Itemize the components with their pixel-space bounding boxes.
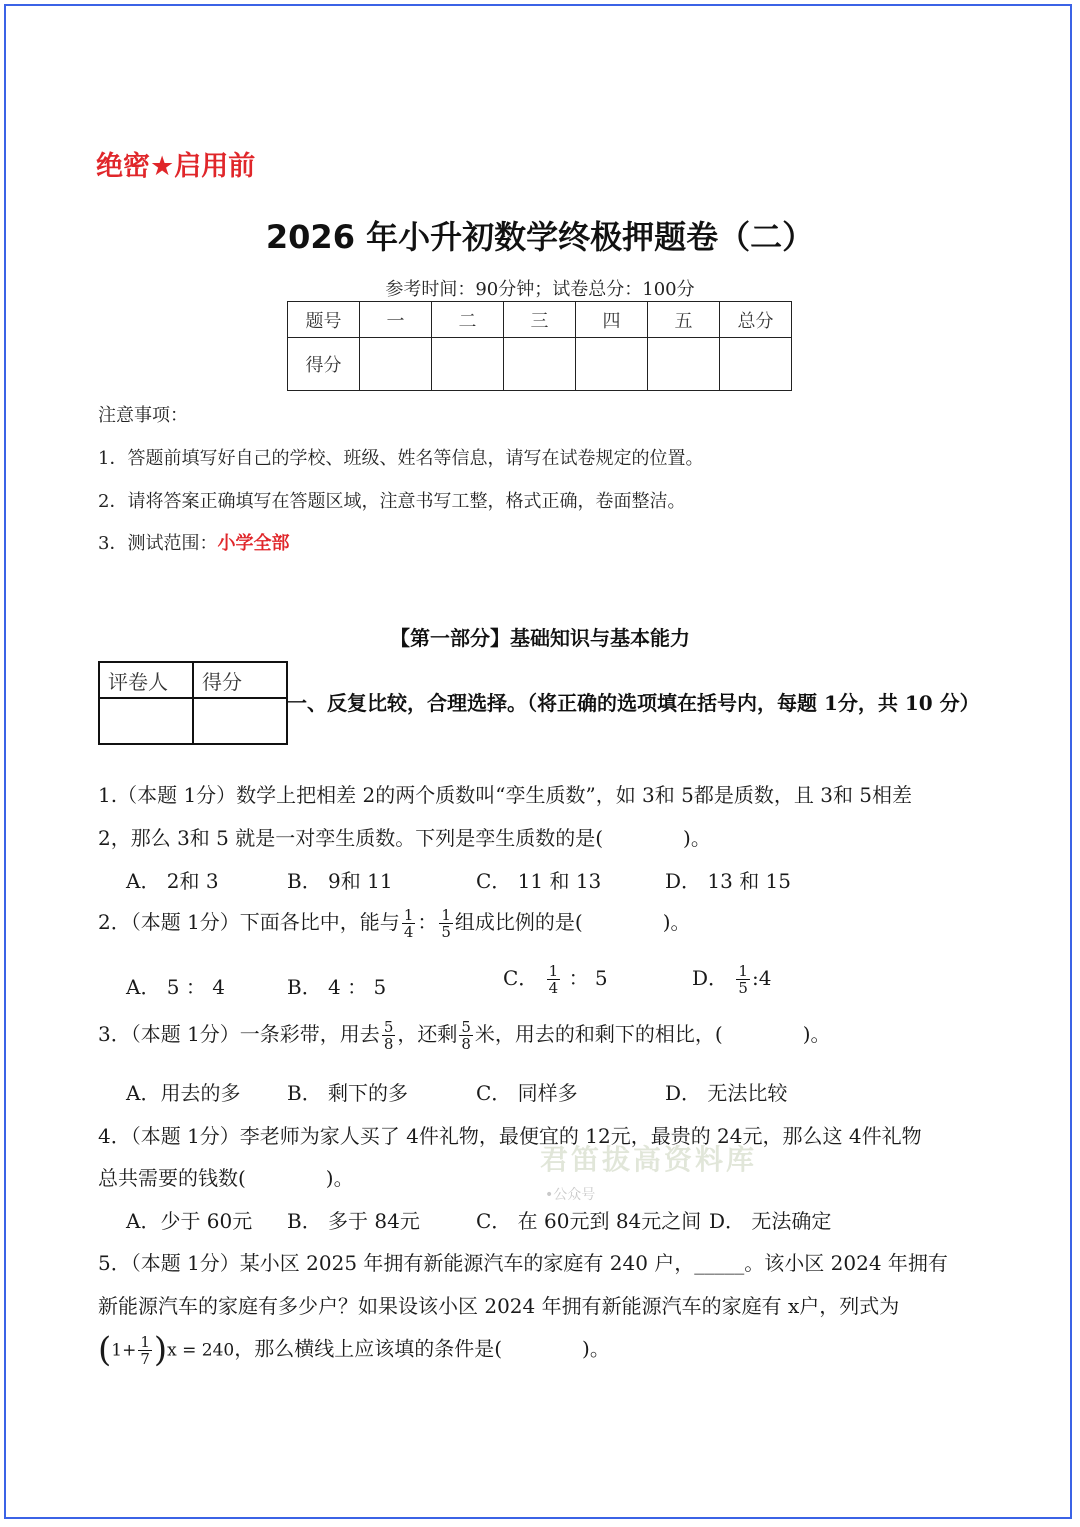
score-table-cell: 五 <box>648 302 720 338</box>
q4-option-d[interactable]: D． 无法确定 <box>709 1209 832 1233</box>
q2-stem <box>98 906 691 940</box>
score-table-cell: 题号 <box>288 302 360 338</box>
score-table-score-row <box>288 338 792 391</box>
score-table-cell: 二 <box>432 302 504 338</box>
q2-prefix: 2．（本题 1分）下面各比中，能与 <box>98 910 400 934</box>
q5-fraction: $\frac{1}{7}$ <box>140 1332 150 1368</box>
q4-line2: 总共需要的钱数( )。 <box>98 1166 354 1190</box>
exam-subtitle: 参考时间：90分钟；试卷总分：100分 <box>385 279 695 300</box>
q2-option-c[interactable]: C． $\frac{1}{4}$ ： 5 <box>503 962 608 997</box>
q5-line1: 5．（本题 1分）某小区 2025 年拥有新能源汽车的家庭有 240 户，_____。该小区 2024 年拥有 <box>98 1251 948 1275</box>
grader-reviewer-field[interactable] <box>99 698 193 744</box>
q5-equation-rest: x = 240 <box>167 1340 235 1361</box>
score-input-cell[interactable] <box>432 338 504 391</box>
score-table-cell: 得分 <box>288 338 360 391</box>
watermark-text: 君笛拔高资料库 <box>540 1143 758 1176</box>
score-table-cell: 三 <box>504 302 576 338</box>
confidential-label: 绝密★启用前 <box>96 151 256 182</box>
test-scope: 小学全部 <box>217 533 290 554</box>
q1-option-d[interactable]: D． 13 和 15 <box>665 869 792 893</box>
q4-option-a[interactable]: A．少于 60元 <box>126 1209 253 1233</box>
score-input-cell[interactable] <box>360 338 432 391</box>
note-item-2: 2．请将答案正确填写在答题区域，注意书写工整，格式正确，卷面整洁。 <box>98 491 686 512</box>
q5-equation-paren-open: ( <box>98 1330 112 1370</box>
q1-line2: 2，那么 3和 5 就是一对孪生质数。下列是孪生质数的是( )。 <box>98 826 711 850</box>
note-item-3-prefix: 3．测试范围： <box>98 533 218 554</box>
score-table-cell: 总分 <box>720 302 792 338</box>
q3-option-d[interactable]: D． 无法比较 <box>665 1081 788 1105</box>
note-item-3 <box>98 529 289 555</box>
q3-option-c[interactable]: C． 同样多 <box>476 1081 578 1105</box>
notes-heading: 注意事项： <box>98 405 188 426</box>
q3-fraction-used: $\frac{5}{8}$ <box>383 1018 394 1053</box>
q1-option-b[interactable]: B． 9和 11 <box>287 869 393 893</box>
score-input-cell[interactable] <box>504 338 576 391</box>
q2-fraction-2: $\frac{1}{5}$ <box>441 906 451 941</box>
q4-line1: 4．（本题 1分）李老师为家人买了 4件礼物，最便宜的 12元，最贵的 24元，那么这 4件礼物 <box>98 1124 922 1148</box>
q5-equation-one: 1+ <box>111 1340 137 1361</box>
q2-option-a[interactable]: A． 5 ： 4 <box>126 975 225 999</box>
part-title: 【第一部分】基础知识与基本能力 <box>390 626 690 650</box>
score-input-cell[interactable] <box>576 338 648 391</box>
q4-option-c[interactable]: C． 在 60元到 84元之间 <box>476 1209 702 1233</box>
q2-option-d[interactable]: D． $\frac{1}{5}$ :4 <box>692 962 772 997</box>
q4-option-b[interactable]: B． 多于 84元 <box>287 1209 420 1233</box>
q5-line3-suffix: ，那么横线上应该填的条件是( )。 <box>234 1336 610 1361</box>
q1-line1: 1.（本题 1分）数学上把相差 2的两个质数叫“孪生质数”，如 3和 5都是质数，且 3和 5相差 <box>98 783 913 807</box>
q3-option-b[interactable]: B． 剩下的多 <box>287 1081 409 1105</box>
score-table <box>287 301 792 391</box>
q5-line3 <box>98 1330 610 1370</box>
q3-option-a[interactable]: A．用去的多 <box>126 1081 241 1105</box>
q3-stem: 3．（本题 1分）一条彩带，用去 $\frac{5}{8}$ ，还剩 $\frac{5}{8}$ 米，用去的和剩下的相比，( )。 <box>98 1018 831 1053</box>
score-table-cell: 一 <box>360 302 432 338</box>
q2-option-b[interactable]: B． 4 ： 5 <box>287 975 387 999</box>
q2-colon: ： <box>417 910 438 934</box>
q2-fraction-1: $\frac{1}{4}$ <box>403 906 414 941</box>
exam-title: 2026 年小升初数学终极押题卷（二） <box>265 218 815 256</box>
score-table-cell: 四 <box>576 302 648 338</box>
score-table-header-row <box>288 302 792 338</box>
q1-option-c[interactable]: C． 11 和 13 <box>476 869 602 893</box>
q2-suffix: 组成比例的是( )。 <box>454 910 691 934</box>
grader-score-label: 得分 <box>193 662 287 698</box>
watermark-subtext: •公众号 <box>545 1187 596 1203</box>
grader-box <box>98 661 288 745</box>
q1-option-a[interactable]: A． 2和 3 <box>126 869 219 893</box>
q5-line2: 新能源汽车的家庭有多少户？如果设该小区 2024 年拥有新能源汽车的家庭有 x户，列式为 <box>98 1294 900 1318</box>
grader-score-field[interactable] <box>193 698 287 744</box>
note-item-1: 1．答题前填写好自己的学校、班级、姓名等信息，请写在试卷规定的位置。 <box>98 448 704 469</box>
score-input-cell[interactable] <box>648 338 720 391</box>
q3-fraction-left: $\frac{5}{8}$ <box>461 1018 471 1053</box>
q5-equation-paren-close: ) <box>153 1330 168 1370</box>
grader-reviewer-label: 评卷人 <box>99 662 193 698</box>
score-input-cell[interactable] <box>720 338 792 391</box>
section-1-title: 一、反复比较，合理选择。（将正确的选项填在括号内，每题 1分，共 10 分） <box>287 691 980 715</box>
